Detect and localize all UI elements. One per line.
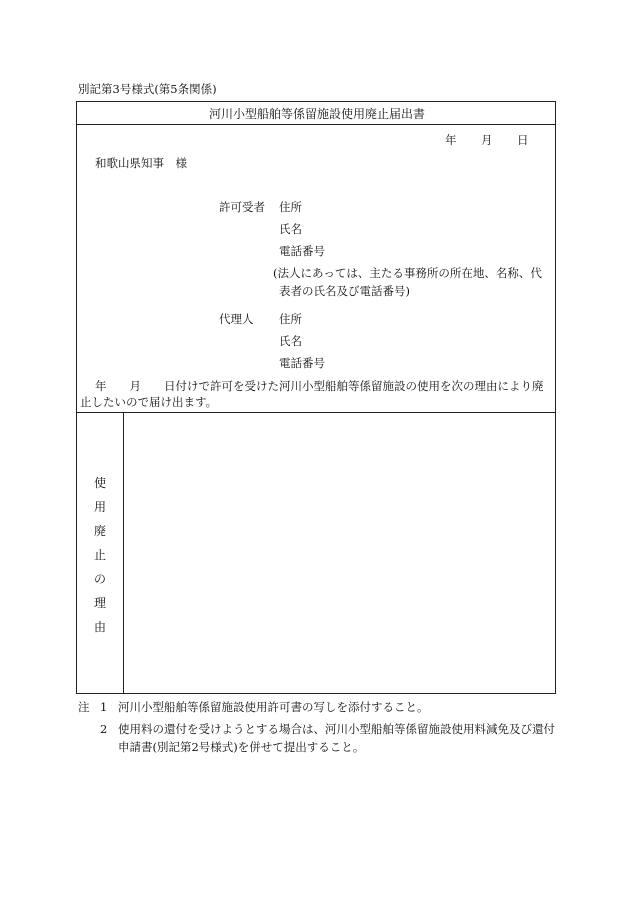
applicant-label: 許可受者	[219, 200, 265, 214]
corporation-note-line1: (法人にあっては、主たる事務所の所在地、名称、代	[273, 266, 542, 280]
reason-label-char: 理	[93, 596, 106, 610]
reason-divider	[77, 412, 555, 413]
title-divider	[77, 124, 555, 125]
agent-address-label: 住所	[279, 312, 302, 326]
notes-prefix: 注	[78, 700, 90, 714]
reason-label-char: 止	[93, 548, 106, 562]
statement-text: 年 月 日付けで許可を受けた河川小型船舶等係留施設の使用を次の理由により廃止したいので届け出ます。	[80, 379, 544, 409]
form-reference: 別記第3号様式(第5条関係)	[78, 82, 217, 96]
reason-column-divider	[123, 412, 124, 693]
reason-input-area[interactable]	[125, 414, 553, 691]
agent-label: 代理人	[219, 312, 254, 326]
agent-phone-label: 電話番号	[279, 356, 325, 370]
applicant-phone-label: 電話番号	[279, 244, 325, 258]
reason-label-char: 由	[93, 620, 106, 634]
reason-label-char: の	[93, 572, 106, 586]
note-2-text: 使用料の還付を受けようとする場合は、河川小型船舶等係留施設使用料減免及び還付申請書(別記第2号様式)を併せて提出すること。	[118, 722, 555, 754]
agent-name-label: 氏名	[279, 334, 302, 348]
note-1-text: 河川小型船舶等係留施設使用許可書の写しを添付すること。	[118, 700, 429, 714]
date-month-label: 月	[481, 133, 493, 147]
addressee: 和歌山県知事 様	[95, 156, 187, 170]
form-table	[76, 101, 556, 694]
reason-label-char: 用	[93, 500, 106, 514]
note-1-number: 1	[100, 700, 108, 714]
reason-label-char: 廃	[93, 524, 106, 538]
form-title: 河川小型船舶等係留施設使用廃止届出書	[208, 107, 425, 121]
date-day-label: 日	[517, 133, 529, 147]
note-2-number: 2	[100, 722, 108, 736]
reason-label-char: 使	[93, 476, 106, 490]
applicant-address-label: 住所	[279, 200, 302, 214]
date-year-label: 年	[445, 133, 457, 147]
corporation-note-line2: 表者の氏名及び電話番号)	[279, 284, 410, 298]
applicant-name-label: 氏名	[279, 222, 302, 236]
